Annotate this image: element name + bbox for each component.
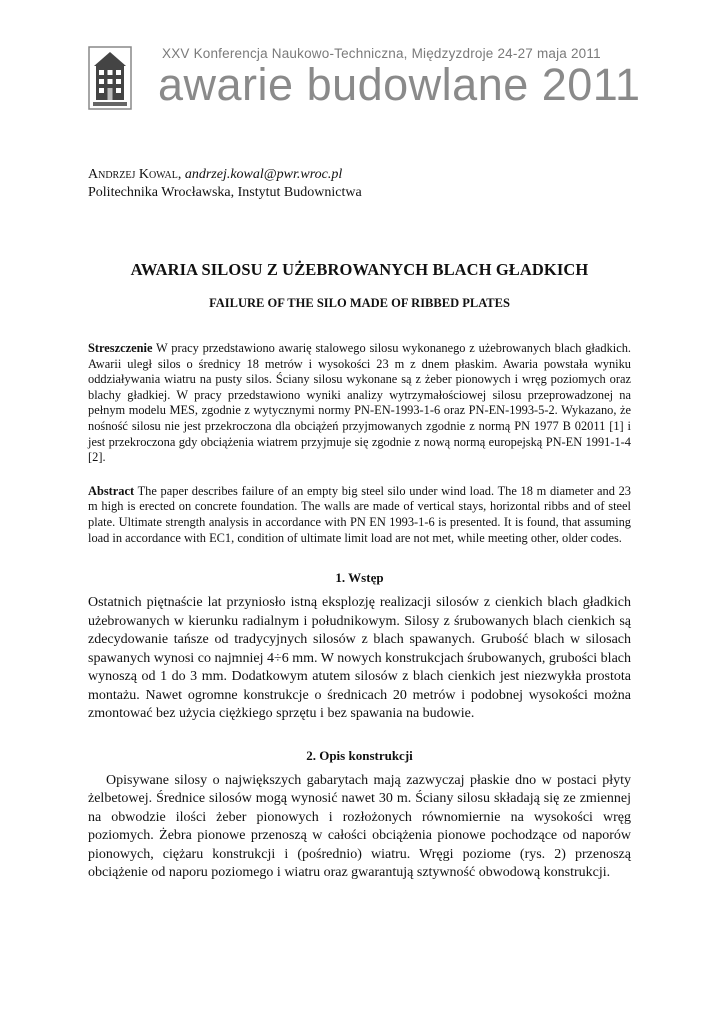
streszczenie-label: Streszczenie <box>88 341 153 355</box>
paper-title-pl: AWARIA SILOSU Z UŻEBROWANYCH BLACH GŁADKICH <box>130 260 589 279</box>
author-email: andrzej.kowal@pwr.wroc.pl <box>184 167 343 182</box>
section-heading-2: 2. Opis konstrukcji <box>306 747 413 763</box>
author-last-name: Kowal <box>138 167 178 182</box>
author-line: Andrzej Kowal, andrzej.kowal@pwr.wroc.pl <box>88 167 343 182</box>
paper-content <box>88 166 631 883</box>
conference-logo <box>88 46 132 110</box>
streszczenie-paragraph <box>88 341 631 466</box>
abstract-paragraph <box>88 484 631 546</box>
author-first-name: Andrzej <box>88 167 136 182</box>
section-text-1: Ostatnich piętnaście lat przyniosło istną eksplozję realizacji silosów z cienkich blach gładkich użebrowanych w kierunku radialnym i południkowym. Silosy z śrubowanych blach cienkich są zdecydowanie tańsze od tradycyjnych silosów z blach spawanych. Grubość blach w silosach spawanych wynosi co najmniej 4÷6 mm. W nowych konstrukcjach śrubowanych, grubości blach wynoszą od 1 do 3 mm. Dodatkowym atutem silosów z blach cienkich jest niezwykła prostota montażu. Nawet ogromne konstrukcje o średnicach 20 metrów i podobnej wysokości można zmontować bez użycia ciężkiego sprzętu i bez spawania na budowie. <box>88 595 631 722</box>
paper-title-en: FAILURE OF THE SILO MADE OF RIBBED PLATES <box>209 296 510 310</box>
abstract-text: The paper describes failure of an empty big steel silo under wind load. The 18 m diameter and 23 m high is erected on concrete foundation. The walls are made of vertical stays, horizontal ribbs and of steel plate. Ultimate strength analysis in accordance with PN EN 1993-1-6 is presented. It is found, that assuming load in accordance with EC1, condition of ultimate limit load are not met, while meeting other, older codes. <box>88 483 632 545</box>
conference-title: awarie budowlane 2011 <box>158 59 641 110</box>
author-affiliation: Politechnika Wrocławska, Instytut Budownictwa <box>88 185 362 200</box>
abstract-label: Abstract <box>88 483 135 498</box>
section-text-2: Opisywane silosy o największych gabarytach mają zazwyczaj płaskie dno w postaci płyty żelbetowej. Średnice silosów mogą wynosić nawet 30 m. Ściany silosu składają się ze zmiennej na obwodzie ilości żeber pionowych i rozłożonych równomiernie na wysokości wręg poziomych. Żebra pionowe przenoszą w całości obciążenia pionowe pochodzące od naporów pionowych, ciężaru konstrukcji i (pośrednio) wiatru. Wręgi poziome (rys. 2) przenoszą obciążenie od naporu poziomego i wiatru oraz gwarantują sztywność obwodową konstrukcji. <box>88 772 631 881</box>
conference-header <box>88 40 648 120</box>
streszczenie-text: W pracy przedstawiono awarię stalowego silosu wykonanego z użebrowanych blach gładkich. Awarii uległ silos o średnicy 18 metrów i wysokości 23 m z dnem płaskim. Awaria powstała wyniku oddziaływania wiatru na pusty silos. Ściany silosu wykonane są z żeber pionowych i wręg poziomych oraz blachy gładkiej. W pracy przedstawiono wyniki analizy wytrzymałościowej silosu przeprowadzonej na pełnym modelu MES, zgodnie z wytycznymi normy PN-EN-1993-1-6 oraz PN-EN-1993-5-2. Wykazano, że nośność silosu nie jest przekroczona dla obciążeń przyjmowanych zgodnie z normą PN 1977 B 02011 [1] i jest przekroczona gdy obciążenia wiatrem przyjmuje się zgodnie z nową normą europejską PN-EN 1991-1-4 [2]. <box>88 341 631 465</box>
conference-line: XXV Konferencja Naukowo-Techniczna, Międzyzdroje 24-27 maja 2011 <box>162 46 601 61</box>
section-heading-1: 1. Wstęp <box>335 570 384 586</box>
